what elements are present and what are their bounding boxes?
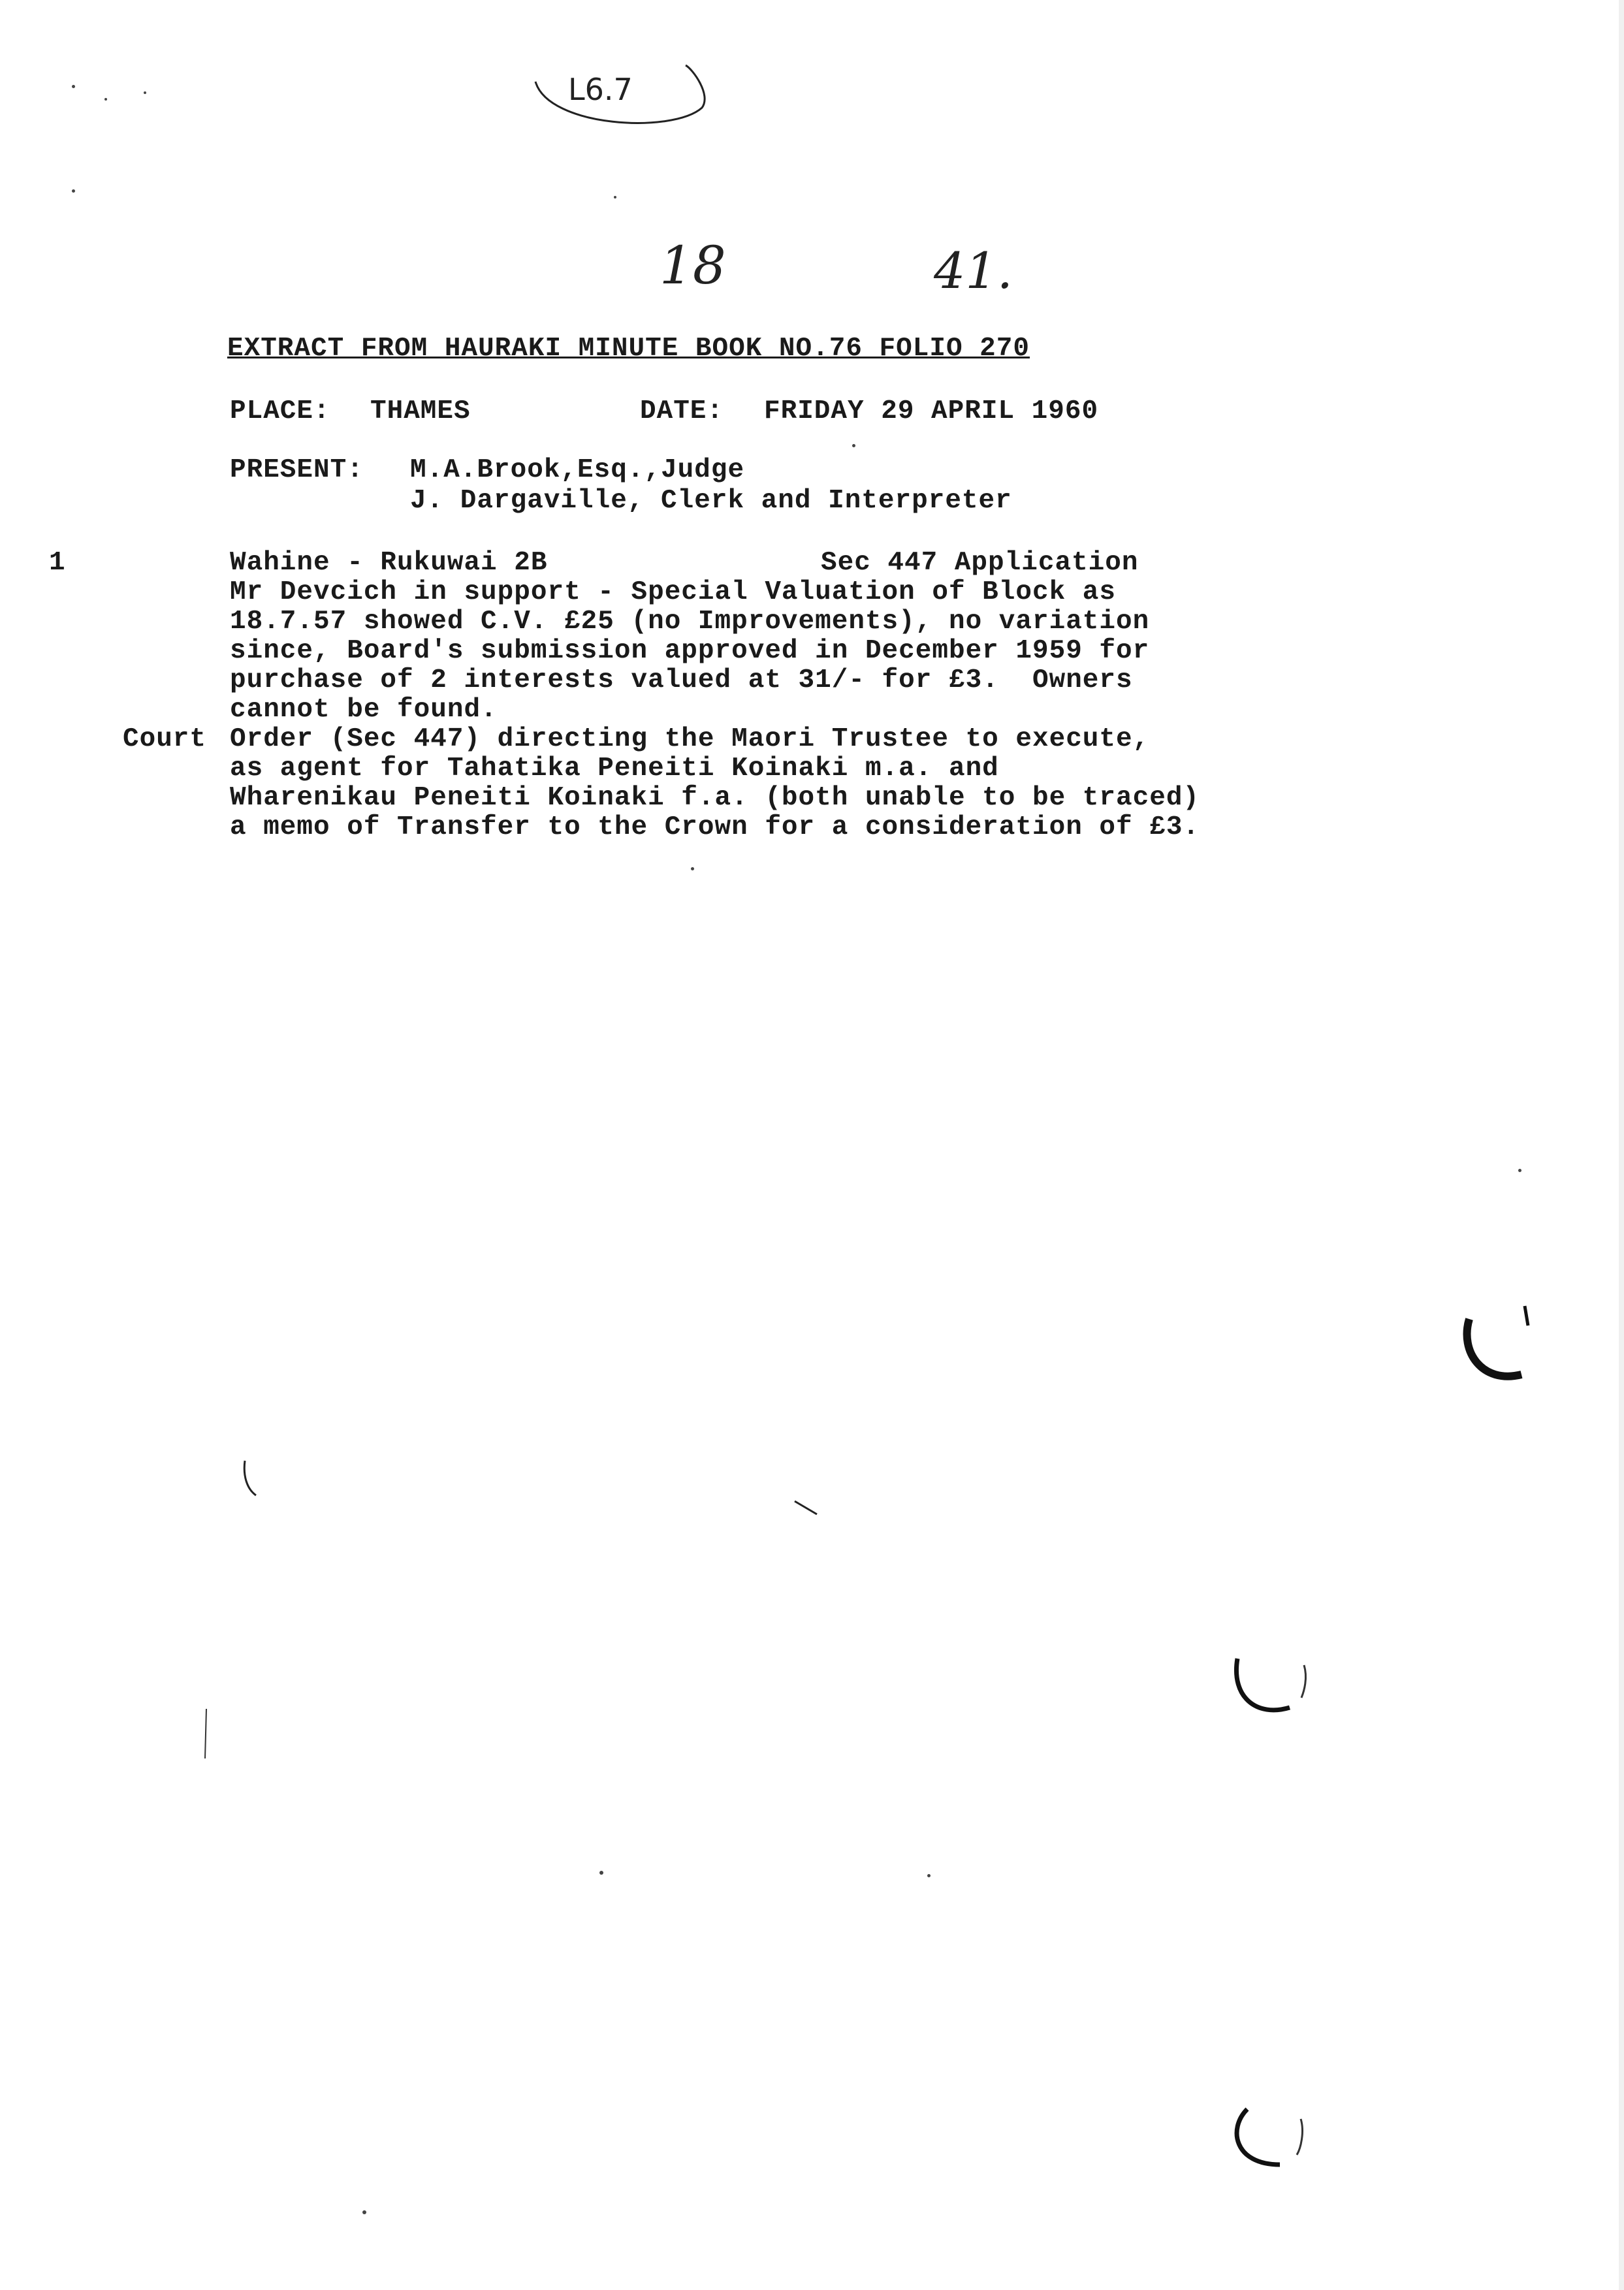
scan-speck — [691, 867, 694, 870]
document-heading: EXTRACT FROM HAURAKI MINUTE BOOK NO.76 FOLIO 270 — [227, 334, 1030, 364]
scan-edge — [1619, 0, 1624, 2290]
punch-hole-mark — [1228, 2103, 1313, 2174]
scan-speck — [614, 196, 616, 199]
entry-line: Mr Devcich in support - Special Valuation of Block as — [230, 577, 1117, 607]
stray-mark — [201, 1708, 211, 1760]
date-label: DATE: — [640, 396, 724, 426]
present-judge: M.A.Brook,Esq.,Judge — [410, 455, 745, 485]
scan-speck — [1518, 1169, 1521, 1172]
entry-line: cannot be found. — [230, 695, 498, 725]
order-line: as agent for Tahatika Peneiti Koinaki m.a. and — [230, 754, 999, 784]
scan-speck — [72, 85, 75, 88]
stray-mark — [242, 1459, 261, 1499]
entry-line: 18.7.57 showed C.V. £25 (no Improvements), no variation — [230, 607, 1150, 637]
punch-hole-mark — [1231, 1652, 1316, 1724]
present-label: PRESENT: — [230, 455, 364, 485]
court-order — [230, 725, 1200, 842]
entry-line: purchase of 2 interests valued at 31/- for £3. Owners — [230, 665, 1133, 695]
scan-speck — [852, 444, 855, 447]
place-label: PLACE: — [230, 396, 330, 426]
scan-speck — [927, 1874, 931, 1877]
court-label: Court — [123, 724, 207, 754]
date-value: FRIDAY 29 APRIL 1960 — [764, 396, 1099, 426]
handwritten-reference: L6.7 — [568, 72, 633, 107]
present-clerk: J. Dargaville, Clerk and Interpreter — [410, 486, 1012, 516]
scan-speck — [144, 91, 146, 94]
punch-hole-mark — [1456, 1299, 1541, 1391]
entry-body — [230, 578, 1149, 725]
order-line: a memo of Transfer to the Crown for a consideration of £3. — [230, 812, 1200, 842]
handwritten-folio-mark-a: 18 — [660, 235, 726, 296]
order-line: Order (Sec 447) directing the Maori Trustee to execute, — [230, 724, 1150, 754]
scan-speck — [104, 98, 107, 101]
entry-block-name: Wahine - Rukuwai 2B — [230, 548, 548, 578]
entry-section: Sec 447 Application — [821, 548, 1139, 578]
stray-mark — [793, 1499, 820, 1518]
entry-line: since, Board's submission approved in December 1959 for — [230, 636, 1150, 666]
entry-number: 1 — [49, 548, 66, 578]
place-value: THAMES — [370, 396, 471, 426]
handwritten-folio-mark-b: 41. — [934, 242, 1013, 300]
scan-speck — [362, 2210, 366, 2214]
order-line: Wharenikau Peneiti Koinaki f.a. (both unable to be traced) — [230, 783, 1200, 813]
scan-speck — [599, 1871, 603, 1875]
scan-speck — [72, 189, 75, 193]
